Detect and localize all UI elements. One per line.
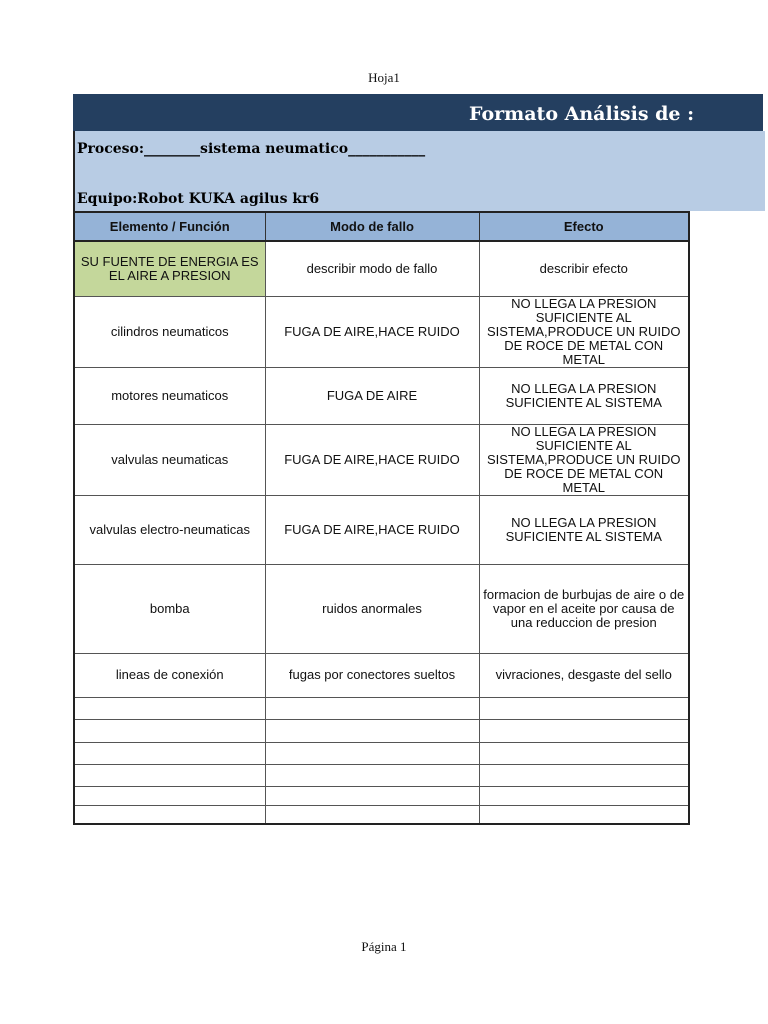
cell-efecto: NO LLEGA LA PRESION SUFICIENTE AL SISTEMA,PRODUCE UN RUIDO DE ROCE DE METAL CON METAL (479, 424, 689, 495)
empty-row (74, 764, 689, 786)
table-row (74, 424, 689, 495)
info-band (73, 131, 765, 211)
empty-row (74, 697, 689, 719)
empty-cell (479, 805, 689, 824)
cell-elemento: cilindros neumaticos (74, 296, 265, 367)
empty-row (74, 805, 689, 824)
column-header-efecto: Efecto (479, 212, 689, 241)
empty-cell (479, 742, 689, 764)
cell-elemento: SU FUENTE DE ENERGIA ES EL AIRE A PRESION (74, 241, 265, 296)
table-row (74, 564, 689, 653)
cell-elemento: motores neumaticos (74, 367, 265, 424)
empty-cell (265, 697, 479, 719)
cell-modo-fallo: describir modo de fallo (265, 241, 479, 296)
table-row (74, 367, 689, 424)
cell-elemento: lineas de conexión (74, 653, 265, 697)
table-row (74, 653, 689, 697)
empty-cell (479, 786, 689, 805)
title-bar (73, 94, 763, 131)
empty-cell (265, 719, 479, 742)
cell-modo-fallo: ruidos anormales (265, 564, 479, 653)
empty-cell (74, 786, 265, 805)
empty-cell (479, 764, 689, 786)
cell-modo-fallo: FUGA DE AIRE (265, 367, 479, 424)
empty-cell (265, 786, 479, 805)
empty-cell (479, 697, 689, 719)
empty-row (74, 719, 689, 742)
column-header-elemento: Elemento / Función (74, 212, 265, 241)
table-row (74, 296, 689, 367)
cell-modo-fallo: FUGA DE AIRE,HACE RUIDO (265, 495, 479, 564)
cell-efecto: NO LLEGA LA PRESION SUFICIENTE AL SISTEMA (479, 495, 689, 564)
empty-cell (265, 805, 479, 824)
cell-modo-fallo: FUGA DE AIRE,HACE RUIDO (265, 424, 479, 495)
empty-cell (74, 719, 265, 742)
column-header-modo-fallo: Modo de fallo (265, 212, 479, 241)
cell-elemento: valvulas neumaticas (74, 424, 265, 495)
empty-cell (74, 697, 265, 719)
empty-row (74, 742, 689, 764)
cell-efecto: formacion de burbujas de aire o de vapor en el aceite por causa de una reduccion de presion (479, 564, 689, 653)
cell-efecto: vivraciones, desgaste del sello (479, 653, 689, 697)
empty-cell (74, 764, 265, 786)
empty-cell (479, 719, 689, 742)
empty-cell (265, 742, 479, 764)
document-title: Formato Análisis de : (469, 103, 695, 125)
table-header-row (74, 212, 689, 241)
empty-cell (265, 764, 479, 786)
cell-efecto: NO LLEGA LA PRESION SUFICIENTE AL SISTEMA (479, 367, 689, 424)
cell-modo-fallo: FUGA DE AIRE,HACE RUIDO (265, 296, 479, 367)
equipo-line: Equipo:Robot KUKA agilus kr6 (77, 191, 320, 207)
proceso-line: Proceso:________sistema neumatico___________ (77, 141, 426, 157)
table-row (74, 241, 689, 296)
sheet-name: Hoja1 (368, 70, 400, 85)
empty-row (74, 786, 689, 805)
cell-efecto: NO LLEGA LA PRESION SUFICIENTE AL SISTEMA,PRODUCE UN RUIDO DE ROCE DE METAL CON METAL (479, 296, 689, 367)
cell-elemento: bomba (74, 564, 265, 653)
empty-cell (74, 742, 265, 764)
page-number: Página 1 (361, 939, 407, 954)
cell-modo-fallo: fugas por conectores sueltos (265, 653, 479, 697)
table-row (74, 495, 689, 564)
empty-cell (74, 805, 265, 824)
cell-efecto: describir efecto (479, 241, 689, 296)
cell-elemento: valvulas electro-neumaticas (74, 495, 265, 564)
analysis-table (73, 211, 690, 825)
